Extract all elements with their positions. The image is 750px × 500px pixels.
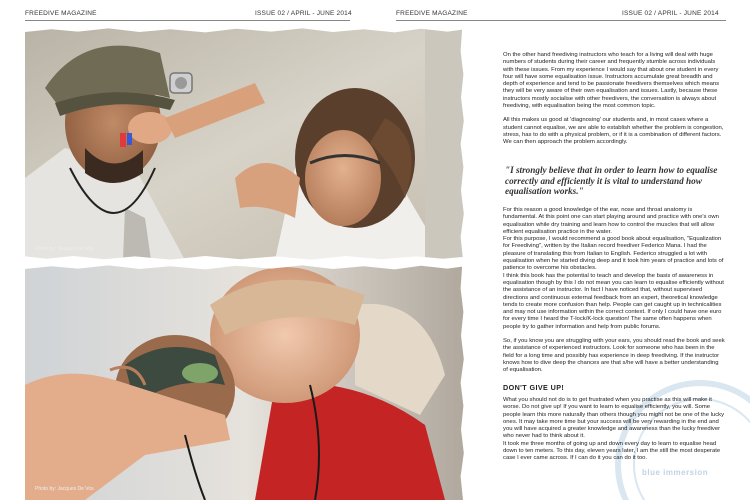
right-magazine-title: FREEDIVE MAGAZINE	[396, 10, 468, 17]
right-issue-label: ISSUE 02 / APRIL - JUNE 2014	[622, 10, 719, 17]
left-magazine-title: FREEDIVE MAGAZINE	[25, 10, 97, 17]
bottom-photo-credit: Photo by: Jacques De Vos	[35, 486, 94, 492]
top-photo	[25, 28, 465, 260]
article-paragraph-7: What you should not do is to get frustrated when you practise as this will make it worse. Do not give up! If you want to learn to equalise efficiently, you will. Some people learn this more naturally than others though you might not be one of the lucky ones. It may take more time but your success will be very rewarding in the end and you will have acquired a greater knowledge and awareness than the lucky freediver who never had to think about it.	[503, 397, 725, 440]
article-paragraph-5: I think this book has the potential to teach and develop the basis of awareness in equalisation though by this I do not mean you can learn to equalise efficiently without the assistance of an instructor. In fact I have noticed that, without supervised directions and continuous external feedback from an expert, theoretical knowledge tends to create more confusion than help. People can get caught up in technicalities and may not use information within the correct context. If only I could have one euro for every time I heard the T-lock/K-lock question! The same often happens when people try to gather information and help from public forums.	[503, 272, 724, 330]
bottom-photo	[25, 265, 465, 500]
right-header-rule	[396, 20, 726, 21]
bottom-photo-image	[25, 265, 465, 500]
left-header-rule	[25, 20, 350, 21]
article-column-bottom	[503, 397, 725, 470]
article-column-top	[503, 52, 725, 154]
article-paragraph-6: So, if you know you are struggling with your ears, you should read the book and seek the assistance of experienced instructors. Look for someone who has been in the field for a long time and possibly has experience in deep freediving. If the instructor knows how to dive deep the chances are that s/he will have a better understanding of equalisation.	[503, 338, 725, 374]
left-issue-label: ISSUE 02 / APRIL - JUNE 2014	[255, 10, 352, 17]
article-paragraph-1: On the other hand freediving instructors who teach for a living will deal with huge numbers of students during their career and frequently stumble across individuals with these issues. From my experience I would say that about one student in every four will have some equalisation issue. Instructors accumulate great breadth and depth of experience and tend to be passionate freedivers themselves which means they will be very aware of their own equalisation and issues. Lastly, because these instructors mostly socialise with other freedivers, the conversation is always about freediving, with equalisation being the most common topic.	[503, 52, 720, 110]
article-column-middle	[503, 207, 725, 382]
pull-quote: "I strongly believe that in order to learn how to equalise correctly and efficiently it is vital to understand how equalisation works."	[505, 165, 718, 196]
top-photo-image	[25, 28, 465, 260]
article-paragraph-3: For this reason a good knowledge of the ear, nose and throat anatomy is fundamental. At this point one can start playing around and practice with one's own equalisation while dry training and learn how to control the muscles that will allow efficient equalisation practice in the water.	[503, 207, 719, 235]
top-photo-credit: Photo by: Jacques De Vos	[35, 246, 94, 252]
article-paragraph-4: For this purpose, I would recommend a good book about equalisation, "Equalization for Freediving", written by the Italian record freediver Federico Mana. I had the pleasure of translating this from Italian to English. Federico struggled a lot with equalisation when he started diving deep and it took him years of practice and lots of patience to overcome his obstacles.	[503, 236, 724, 272]
section-subheading: DON'T GIVE UP!	[503, 383, 565, 392]
blue-immersion-seal-text: blue immersion	[642, 468, 709, 477]
article-paragraph-2: All this makes us good at 'diagnosing' our students and, in most cases where a student cannot equalise, we are able to establish whether the problem is congestion, stress, has to do with a physical problem, or if it is a combination of different factors. We can then approach the problem accordingly.	[503, 117, 724, 146]
article-paragraph-8: It took me three months of going up and down every day to learn to equalise head down to ten meters. To this day, eleven years later, I am the still the most desperate case I ever came across. If I can do it you can do it too.	[503, 440, 721, 462]
